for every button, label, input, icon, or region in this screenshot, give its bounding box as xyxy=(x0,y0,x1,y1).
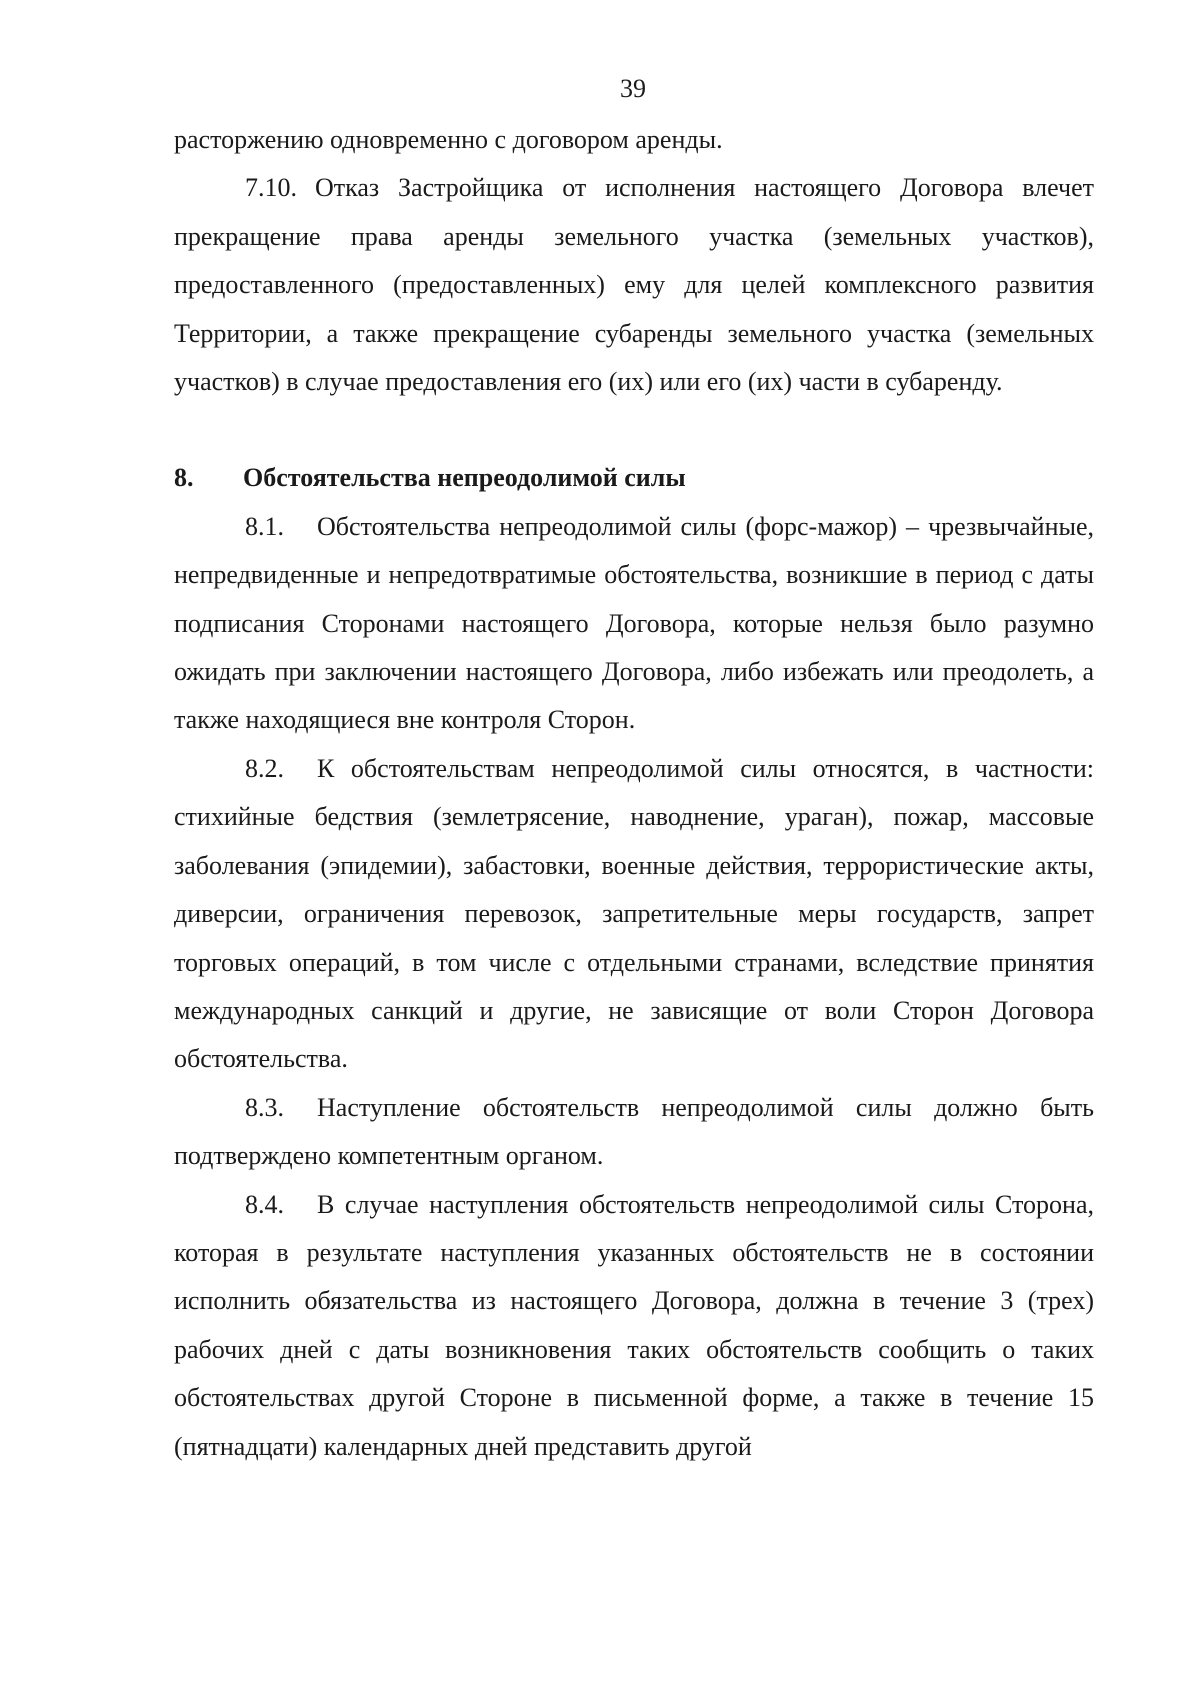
clause-text: К обстоятельствам непреодолимой силы относятся, в частности: стихийные бедствия (землетрясение, наводнение, ураган), пожар, массовые заболевания (эпидемии), забастовки, военные действия, террористические акты, диверсии, ограничения перевозок, запретительные меры государств, запрет торговых операций, в том числе с отдельными странами, вследствие принятия международных санкций и другие, не зависящие от воли Сторон Договора обстоятельства. xyxy=(174,753,1094,1074)
clause-number: 8.3. xyxy=(245,1092,284,1122)
paragraph-8-3 xyxy=(174,1084,1094,1181)
clause-text: Наступление обстоятельств непреодолимой силы должно быть подтверждено компетентным органом. xyxy=(174,1092,1094,1171)
page-number: 39 xyxy=(620,74,646,103)
paragraph-8-1 xyxy=(174,503,1094,745)
paragraph-7-10 xyxy=(174,164,1094,406)
document-body xyxy=(174,116,1094,1471)
paragraph-8-4 xyxy=(174,1181,1094,1471)
paragraph-continuation: расторжению одновременно с договором аренды. xyxy=(174,125,723,154)
section-heading-8 xyxy=(174,454,1094,502)
clause-text: Обстоятельства непреодолимой силы (форс-мажор) – чрезвычайные, непредвиденные и непредотвратимые обстоятельства, возникшие в период с даты подписания Сторонами настоящего Договора, которые нельзя было разумно ожидать при заключении настоящего Договора, либо избежать или преодолеть, а также находящиеся вне контроля Сторон. xyxy=(174,511,1094,735)
section-number: 8. xyxy=(174,463,194,493)
clause-number: 8.1. xyxy=(245,511,284,541)
paragraph-8-2 xyxy=(174,745,1094,1084)
clause-number: 8.2. xyxy=(245,753,284,783)
clause-number: 7.10. xyxy=(245,173,297,203)
clause-number: 8.4. xyxy=(245,1189,284,1219)
section-title: Обстоятельства непреодолимой силы xyxy=(243,463,686,493)
clause-text: Отказ Застройщика от исполнения настоящего Договора влечет прекращение права аренды земельного участка (земельных участков), предоставленного (предоставленных) ему для целей комплексного развития Территории, а также прекращение субаренды земельного участка (земельных участков) в случае предоставления его (их) или его (их) части в субаренду. xyxy=(174,173,1094,397)
clause-text: В случае наступления обстоятельств непреодолимой силы Сторона, которая в результате наступления указанных обстоятельств не в состоянии исполнить обязательства из настоящего Договора, должна в течение 3 (трех) рабочих дней с даты возникновения таких обстоятельств сообщить о таких обстоятельствах другой Стороне в письменной форме, а также в течение 15 (пятнадцати) календарных дней представить другой xyxy=(174,1189,1094,1461)
